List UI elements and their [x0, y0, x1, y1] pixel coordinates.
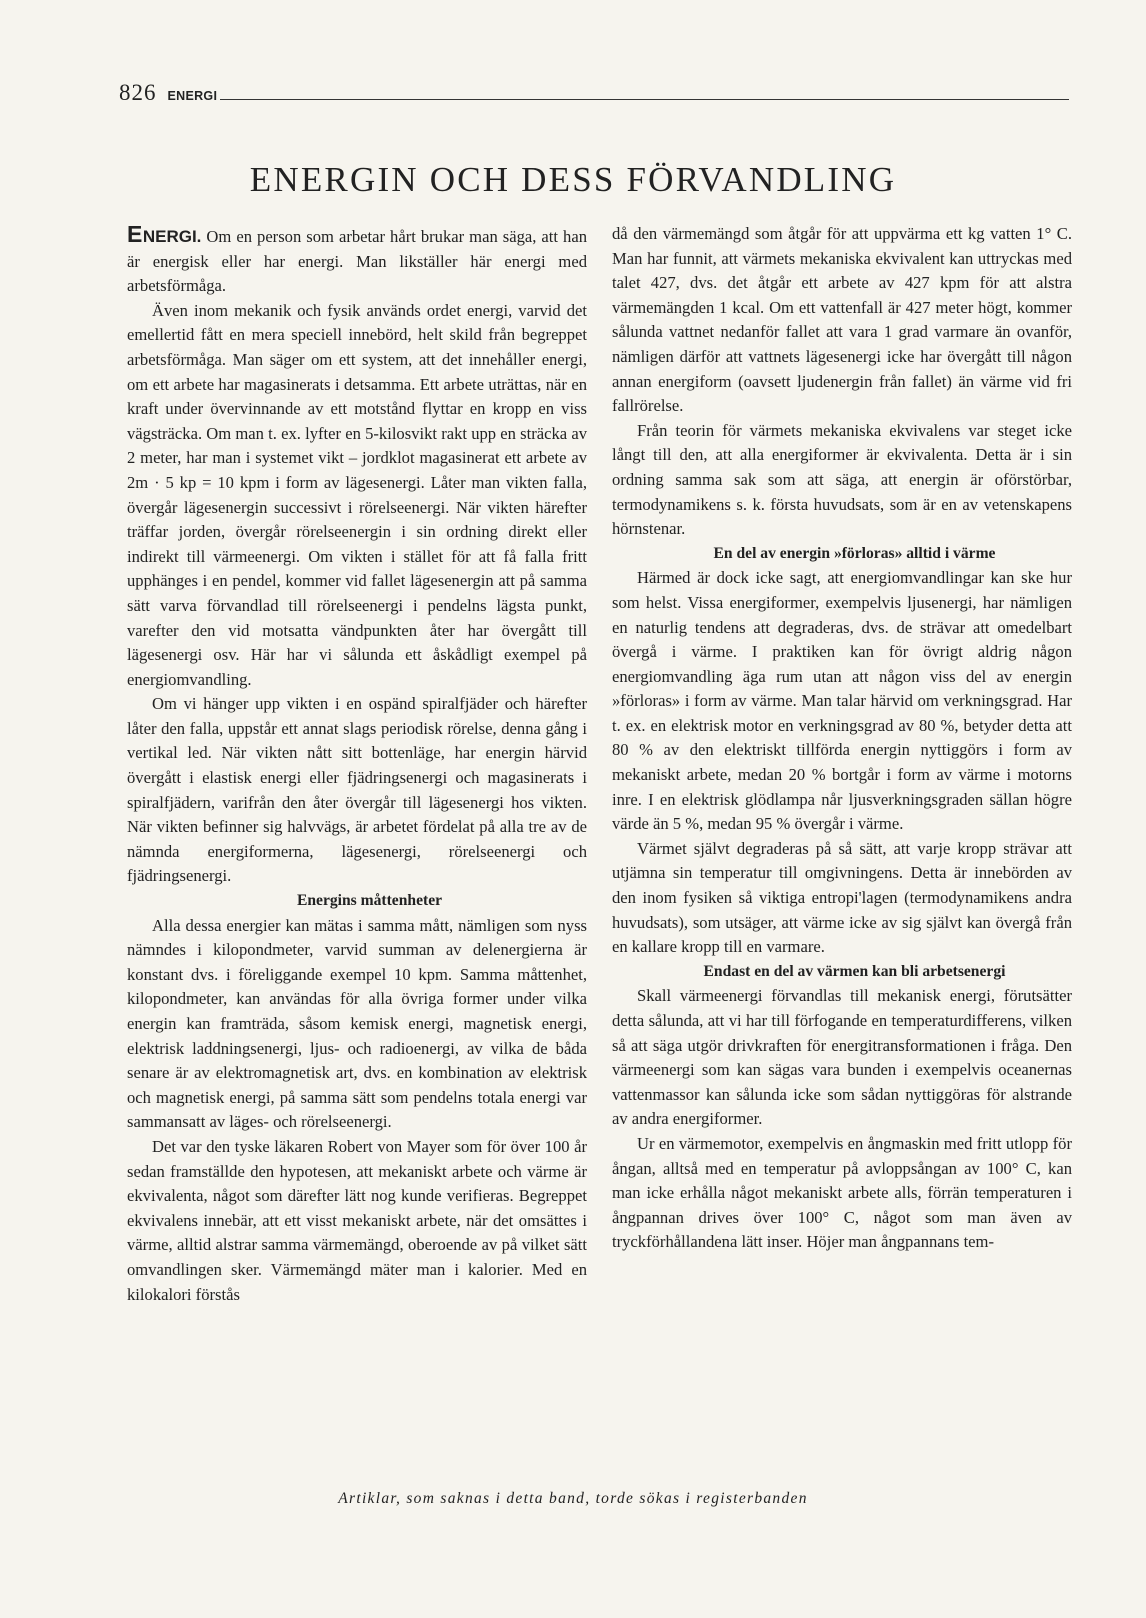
running-header [119, 76, 1069, 104]
paragraph: Alla dessa energier kan mätas i samma mått, nämligen som nyss nämndes i kilopondmeter, varvid summan av delenergierna är konstant dvs. i föreliggande exempel 10 kpm. Samma måttenhet, kilopondmeter, kan användas för alla övriga former under vilka energin kan framträda, såsom kemisk energi, magnetisk energi, elektrisk laddningsenergi, ljus- och radioenergi, av vilka de båda senare är av elektromagnetisk art, dvs. en kombination av elektrisk och magnetisk energi, på samma sätt som pendelns totala energi var sammansatt av läges- och rörelseenergi. [127, 915, 587, 1132]
lead-paragraph [127, 222, 587, 299]
article-title: ENERGIN OCH DESS FÖRVANDLING [249, 160, 897, 199]
paragraph: Det var den tyske läkaren Robert von Mayer som för över 100 år sedan framställde den hypotesen, att mekaniskt arbete och värme är ekvivalenta, något som därefter lätt nog kunde verifieras. Begreppet ekvivalens innebär, att ett visst mekaniskt arbete, när det omsättes i värme, alltid alstrar samma värmemängd, oberoende av på vilket sätt omvandlingen sker. Värmemängd mäter man i kalorier. Med en kilokalori förstås [127, 1136, 587, 1304]
right-column [612, 222, 1072, 1255]
paragraph: Härmed är dock icke sagt, att energiomvandlingar kan ske hur som helst. Vissa energiformer, exempelvis ljusenergi, har nämligen en naturlig tendens att degraderas, dvs. de strävar att omedelbart övergå i värme. I praktiken kan för övrigt aldrig någon energiomvandling äga rum utan att någon viss del av energin »förloras» i form av värme. Man talar härvid om verkningsgrad. Har t. ex. en elektrisk motor en verkningsgrad av 80 %, betyder detta att 80 % av den elektriskt tillförda energin nyttiggörs i form av mekaniskt arbete, medan 20 % bortgår i form av värme i motorns inre. I en elektrisk glödlampa når ljusverkningsgraden sällan högre värde än 5 %, medan 95 % övergår i värme. [612, 568, 1072, 834]
paragraph: Om vi hänger upp vikten i en ospänd spiralfjäder och härefter låter den falla, uppstår ett annat slags periodisk rörelse, denna gång i vertikal led. När vikten nått sitt bottenläge, har energin härvid övergått i elastisk energi eller fjädringsenergi och magasinerats i spiralfjädern, varifrån den åter övergår till lägesenergi hos vikten. När vikten befinner sig halvvägs, är arbetet fördelat på alla tre av de nämnda energiformerna, lägesenergi, rörelseenergi och fjädringsenergi. [127, 694, 587, 886]
header-rule [220, 99, 1069, 100]
drop-cap: E [127, 221, 143, 247]
paragraph: Ur en värmemotor, exempelvis en ångmaskin med fritt utlopp för ångan, alltså med en temperatur på avloppsångan av 100° C, kan man icke erhålla något mekaniskt arbete alls, förrän temperaturen i ångpannan drives över 100° C, något som man även av tryckförhållandena lätt inser. Höjer man ångpannans tem- [612, 1133, 1072, 1252]
paragraph: Även inom mekanik och fysik används ordet energi, varvid det emellertid fått en mera speciell innebörd, helt skild från begreppet arbetsförmåga. Man säger om ett system, att det innehåller energi, om ett arbete har magasinerats i detsamma. Ett arbete uträttas, när en kraft under övervinnande av ett motstånd flyttar en kropp en viss vägsträcka. Om man t. ex. lyfter en 5-kilosvikt rakt upp en sträcka av 2 meter, har man i systemet vikt – jordklot magasinerat ett arbete av 2m · 5 kp = 10 kpm i form av lägesenergi. Låter man vikten falla, övergår lägesenergin successivt i rörelseenergi. När vikten härefter träffar jorden, övergår rörelseenergin i sin ordning direkt eller indirekt till värmeenergi. Om vikten i stället för att få falla fritt upphänges i en pendel, kommer vid fallet lägesenergin att på samma sätt varva förvandlad till rörelseenergi i pendelns lägsta punkt, varefter den vid motsatta vändpunkten åter har övergått till lägesenergi osv. Här har vi sålunda ett åskådligt exempel på energiomvandling. [127, 300, 587, 689]
paragraph: Skall värmeenergi förvandlas till mekanisk energi, förutsätter detta sålunda, att vi har till förfogande en temperaturdifferens, vilken så att säga utgör drivkraften för energitransformationen i fråga. Den värmeenergi som kan sägas vara bunden i exempelvis oceanernas vattenmassor kan sålunda icke som sådan nyttiggöras för alstrande av andra energiformer. [612, 986, 1072, 1129]
subheading: En del av energin »förloras» alltid i värme [713, 544, 996, 562]
footer-note: Artiklar, som saknas i detta band, torde sökas i registerbanden [338, 1490, 808, 1507]
section-name: ENERGI [167, 89, 218, 103]
paragraph: då den värmemängd som åtgår för att uppvärma ett kg vatten 1° C. Man har funnit, att värmets mekaniska ekvivalent kan uttryckas med talet 427, dvs. det åtgår ett arbete av 427 kpm för att alstra värmemängden 1 kcal. Om ett vattenfall är 427 meter högt, kommer sålunda vattnet nedanför fallet att vara 1 grad varmare än ovanför, nämligen därför att vattnets lägesenergi icke har övergått till någon annan energiform (oavsett ljudenergin från fallet) än värme vid fri fallrörelse. [612, 224, 1072, 416]
lead-text: Om en person som arbetar hårt brukar man säga, att han är energisk eller har energi. Man likställer här energi med arbetsförmåga. [127, 227, 587, 296]
left-column [127, 222, 587, 1307]
page-number: 826 [119, 80, 157, 105]
paragraph: Från teorin för värmets mekaniska ekvivalens var steget icke långt till den, att alla energiformer är ekvivalenta. Detta är i sin ordning samma sak som att säga, att energin är oförstörbar, termodynamikens s. k. första huvudsats, som är en av vetenskapens hörnstenar. [612, 420, 1072, 539]
subheading: Energins måttenheter [296, 892, 443, 910]
lead-word: NERGI. [142, 227, 202, 246]
paragraph: Värmet självt degraderas på så sätt, att varje kropp strävar att utjämna sin temperatur till omgivningens. Detta är innebörden av den inom fysiken så viktiga entropi'lagen (termodynamikens andra huvudsats), som utsäger, att värme icke av sig självt kan övergå från en kallare kropp till en varmare. [612, 838, 1072, 957]
subheading: Endast en del av värmen kan bli arbetsenergi [703, 962, 1006, 980]
